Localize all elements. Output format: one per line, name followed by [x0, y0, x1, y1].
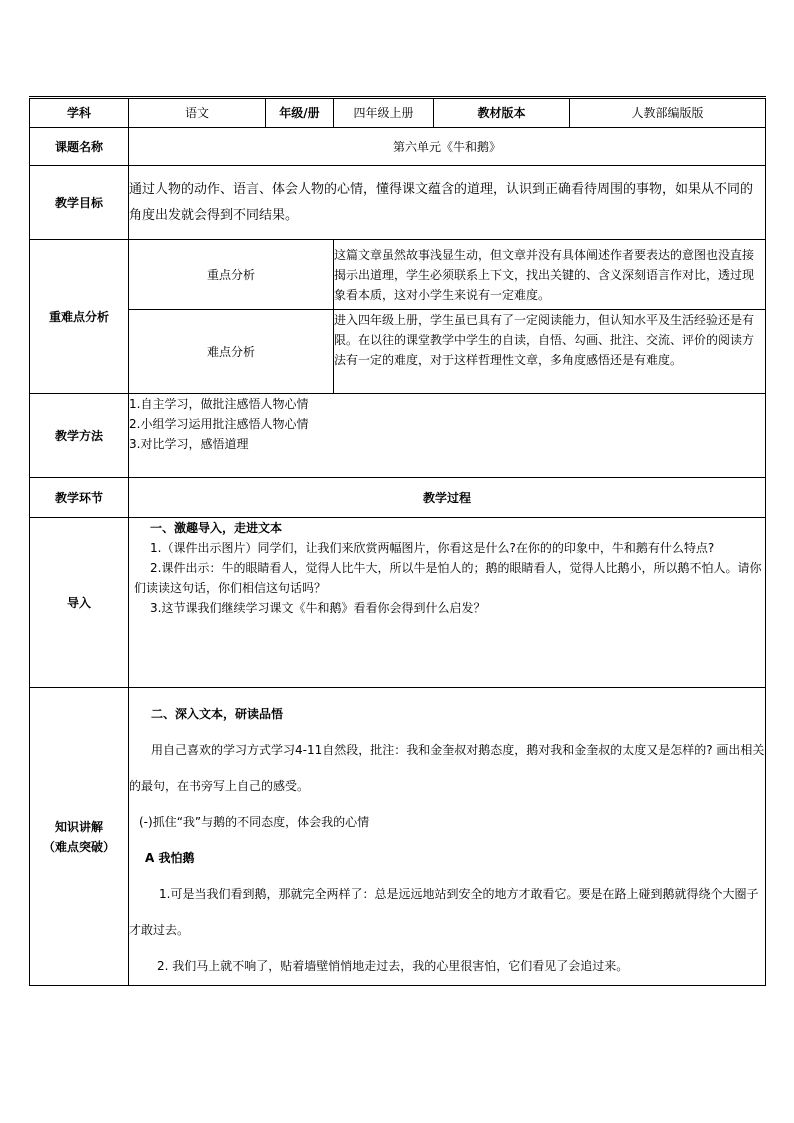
- goal-row: [30, 166, 766, 240]
- difficulty-analysis-row: [30, 310, 766, 394]
- knowledge-heading: 二、深入文本，研读品悟: [151, 707, 284, 721]
- goal-text: 通过人物的动作、语言、体会人物的心情，懂得课文蕴含的道理，认识到正确看待周围的事物，如果从不同的角度出发就会得到不同结果。: [129, 181, 754, 223]
- grade-value: 四年级上册: [334, 98, 434, 128]
- intro-paragraph: 3.这节课我们继续学习课文《牛和鹅》看看你会得到什么启发？: [150, 601, 486, 615]
- edition-label: 教材版本: [434, 98, 570, 128]
- lesson-label: 课题名称: [30, 128, 129, 166]
- grade-label: 年级/册: [266, 98, 334, 128]
- method-item: 2.小组学习运用批注感悟人物心情: [129, 417, 309, 431]
- intro-paragraph: 1.（课件出示图片）同学们，让我们来欣赏两幅图片，你看这是什么?在你的的印象中，牛和鹅有什么特点?: [150, 541, 715, 555]
- analysis-label: 重难点分析: [30, 240, 129, 394]
- subject-label: 学科: [30, 98, 129, 128]
- lesson-title: 第六单元《牛和鹅》: [129, 128, 766, 166]
- method-item: 1.自主学习，做批注感悟人物心情: [129, 397, 309, 411]
- knowledge-label: 知识讲解: [54, 819, 103, 834]
- key-analysis-row: [30, 240, 766, 310]
- process-title: 教学过程: [129, 478, 766, 518]
- lesson-plan-table: [29, 96, 766, 986]
- knowledge-paragraph: 2. 我们马上就不响了，贴着墙壁悄悄地走过去，我的心里很害怕，它们看见了会追过来。: [157, 959, 629, 973]
- difficulty-analysis-text: 进入四年级上册，学生虽已具有了一定阅读能力，但认知水平及生活经验还是有限。在以往的课堂教学中学生的自读，自悟、勾画、批注、交流、评价的阅读方法有一定的难度，对于这样哲理性文章，多角度感悟还是有难度。: [334, 313, 755, 367]
- intro-row: [30, 518, 766, 688]
- method-row: [30, 394, 766, 478]
- key-analysis-label: 重点分析: [129, 240, 334, 310]
- goal-label: 教学目标: [30, 166, 129, 240]
- difficulty-analysis-label: 难点分析: [129, 310, 334, 394]
- subject-value: 语文: [129, 98, 266, 128]
- intro-paragraph: 2.课件出示：牛的眼睛看人，觉得人比牛大，所以牛是怕人的；鹅的眼睛看人，觉得人比鹅小，所以鹅不怕人。请你们读读这句话，你们相信这句话吗？: [134, 561, 762, 595]
- knowledge-subheading: A 我怕鹅: [145, 851, 195, 865]
- knowledge-subheading: (-)抓住“我”与鹅的不同态度，体会我的心情: [139, 815, 370, 829]
- process-stage-label: 教学环节: [30, 478, 129, 518]
- key-analysis-text: 这篇文章虽然故事浅显生动，但文章并没有具体阐述作者要表达的意图也没直接揭示出道理，学生必须联系上下文，找出关键的、含义深刻语言作对比，透过现象看本质，这对小学生来说有一定难度。: [334, 247, 755, 302]
- header-row: [30, 98, 766, 128]
- method-label: 教学方法: [30, 394, 129, 478]
- process-header-row: [30, 478, 766, 518]
- knowledge-paragraph: 用自己喜欢的学习方式学习4-11自然段，批注：我和金奎叔对鹅态度，鹅对我和金奎叔的太度又是怎样的? 画出相关的最句，在书旁写上自己的感受。: [129, 743, 765, 793]
- method-item: 3.对比学习，感悟道理: [129, 437, 249, 451]
- knowledge-paragraph: 1.可是当我们看到鹅，那就完全两样了：总是远远地站到安全的地方才敢看它。要是在路上碰到鹅就得绕个大圈子才敢过去。: [129, 887, 759, 937]
- intro-heading: 一、激趣导入，走进文本: [150, 521, 283, 535]
- lesson-row: [30, 128, 766, 166]
- intro-label: 导入: [30, 518, 129, 688]
- knowledge-row: [30, 688, 766, 986]
- knowledge-sublabel: （难点突破）: [42, 839, 115, 854]
- edition-value: 人教部编版版: [570, 98, 766, 128]
